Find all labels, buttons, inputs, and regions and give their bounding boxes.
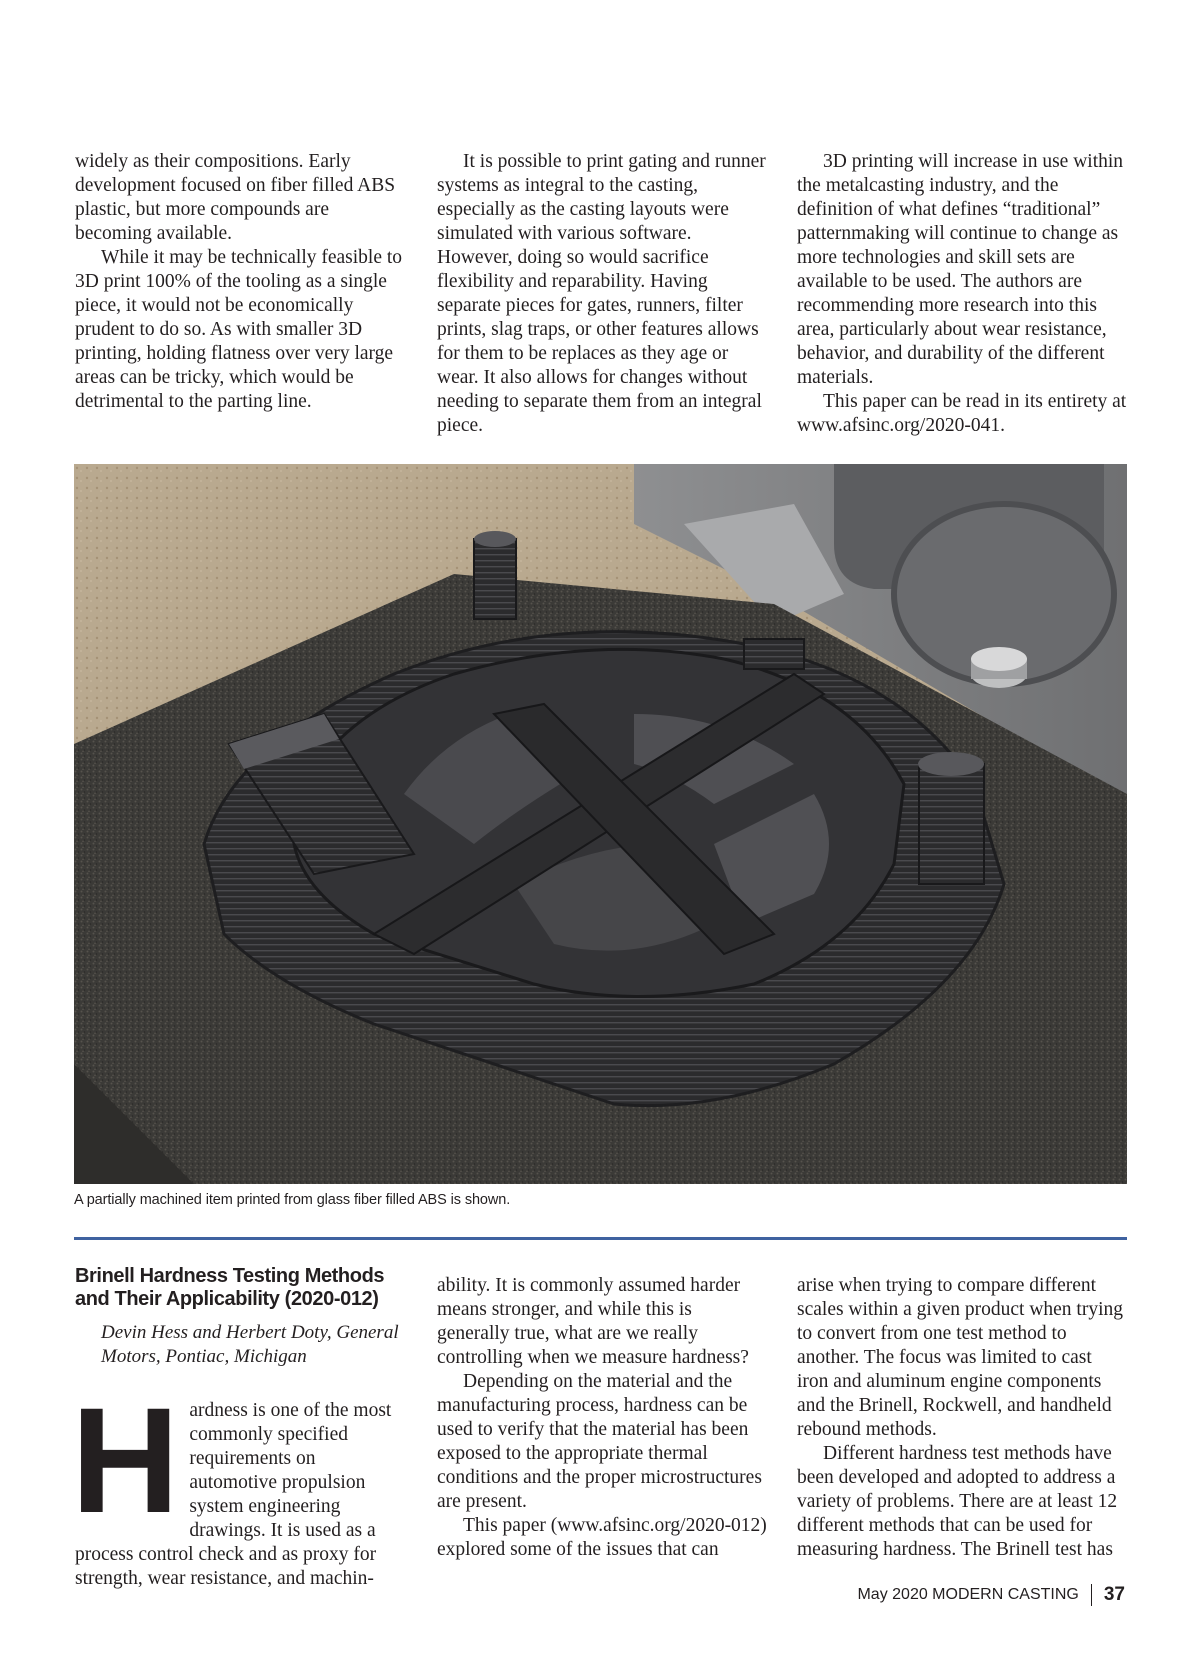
top-text-column-1 [75,150,405,414]
article-column-2 [437,1274,767,1562]
paragraph: arise when trying to compare different scales within a given product when trying to convert from one test method to another. The focus was limited to cast iron and aluminum engine components and the Brinell, Rockwell, and handheld rebound methods. [797,1275,1124,1440]
page-number: 37 [1103,1584,1125,1605]
lead-paragraph [71,1376,405,1591]
drop-cap: H [71,1376,180,1544]
paragraph: 3D printing will increase in use within the metalcasting industry, and the definition of what defines “traditional” patternmaking will continue to change as more technologies and skill sets are available to be used. The authors are recommending more research into this area, particularly about wear resistance, behavior, and durability of the different materials. [797,151,1124,388]
printed-part-photo-illustration [74,464,1127,1184]
top-text-column-3 [797,150,1127,438]
article-authors: Devin Hess and Herbert Doty, General Motors, Pontiac, Michigan [101,1322,399,1367]
article-title: Brinell Hardness Testing Methods and Their Applicability (2020-012) [75,1265,385,1310]
photo-caption: A partially machined item printed from glass fiber filled ABS is shown. [74,1192,511,1208]
issue-label: May 2020 MODERN CASTING [857,1586,1079,1603]
article-column-1 [71,1265,405,1591]
article-photo [74,464,1127,1184]
section-divider [74,1237,1127,1240]
paragraph: This paper (www.afsinc.org/2020-012) explored some of the issues that can [437,1515,767,1560]
lead-text: ardness is one of the most commonly specified requirements on automotive propulsion system engineering drawings. It is used as a process control check and as proxy for strength, wear resistance, and machin- [75,1400,392,1589]
paragraph: Different hardness test methods have been developed and adopted to address a variety of problems. There are at least 12 different methods that can be used for measuring hardness. The Brinell test has [797,1443,1118,1560]
paragraph: Depending on the material and the manufacturing process, hardness can be used to verify that the material has been exposed to the appropriate thermal conditions and the proper microstructures are present. [437,1371,762,1512]
article-column-3 [797,1274,1127,1562]
paragraph: While it may be technically feasible to 3D print 100% of the tooling as a single piece, it would not be economically prudent to do so. As with smaller 3D printing, holding flatness over very large areas can be tricky, which would be detrimental to the parting line. [75,247,403,412]
paragraph: It is possible to print gating and runner systems as integral to the casting, especially as the casting layouts were simulated with various software. However, doing so would sacrifice flexibility and reparability. Having separate pieces for gates, runners, filter prints, slag traps, or other features allows for them to be replaces as they age or wear. It also allows for changes without needing to separate them from an integral piece. [437,151,766,436]
footer-separator [1091,1584,1092,1606]
paragraph: ability. It is commonly assumed harder means stronger, and while this is generally true, what are we really controlling when we measure hardness? [437,1275,749,1368]
top-text-column-2 [437,150,767,438]
paragraph: This paper can be read in its entirety at www.afsinc.org/2020-041. [797,391,1127,436]
page-footer [857,1584,1125,1606]
paragraph: widely as their compositions. Early development focused on fiber filled ABS plastic, but more compounds are becoming available. [75,151,396,244]
